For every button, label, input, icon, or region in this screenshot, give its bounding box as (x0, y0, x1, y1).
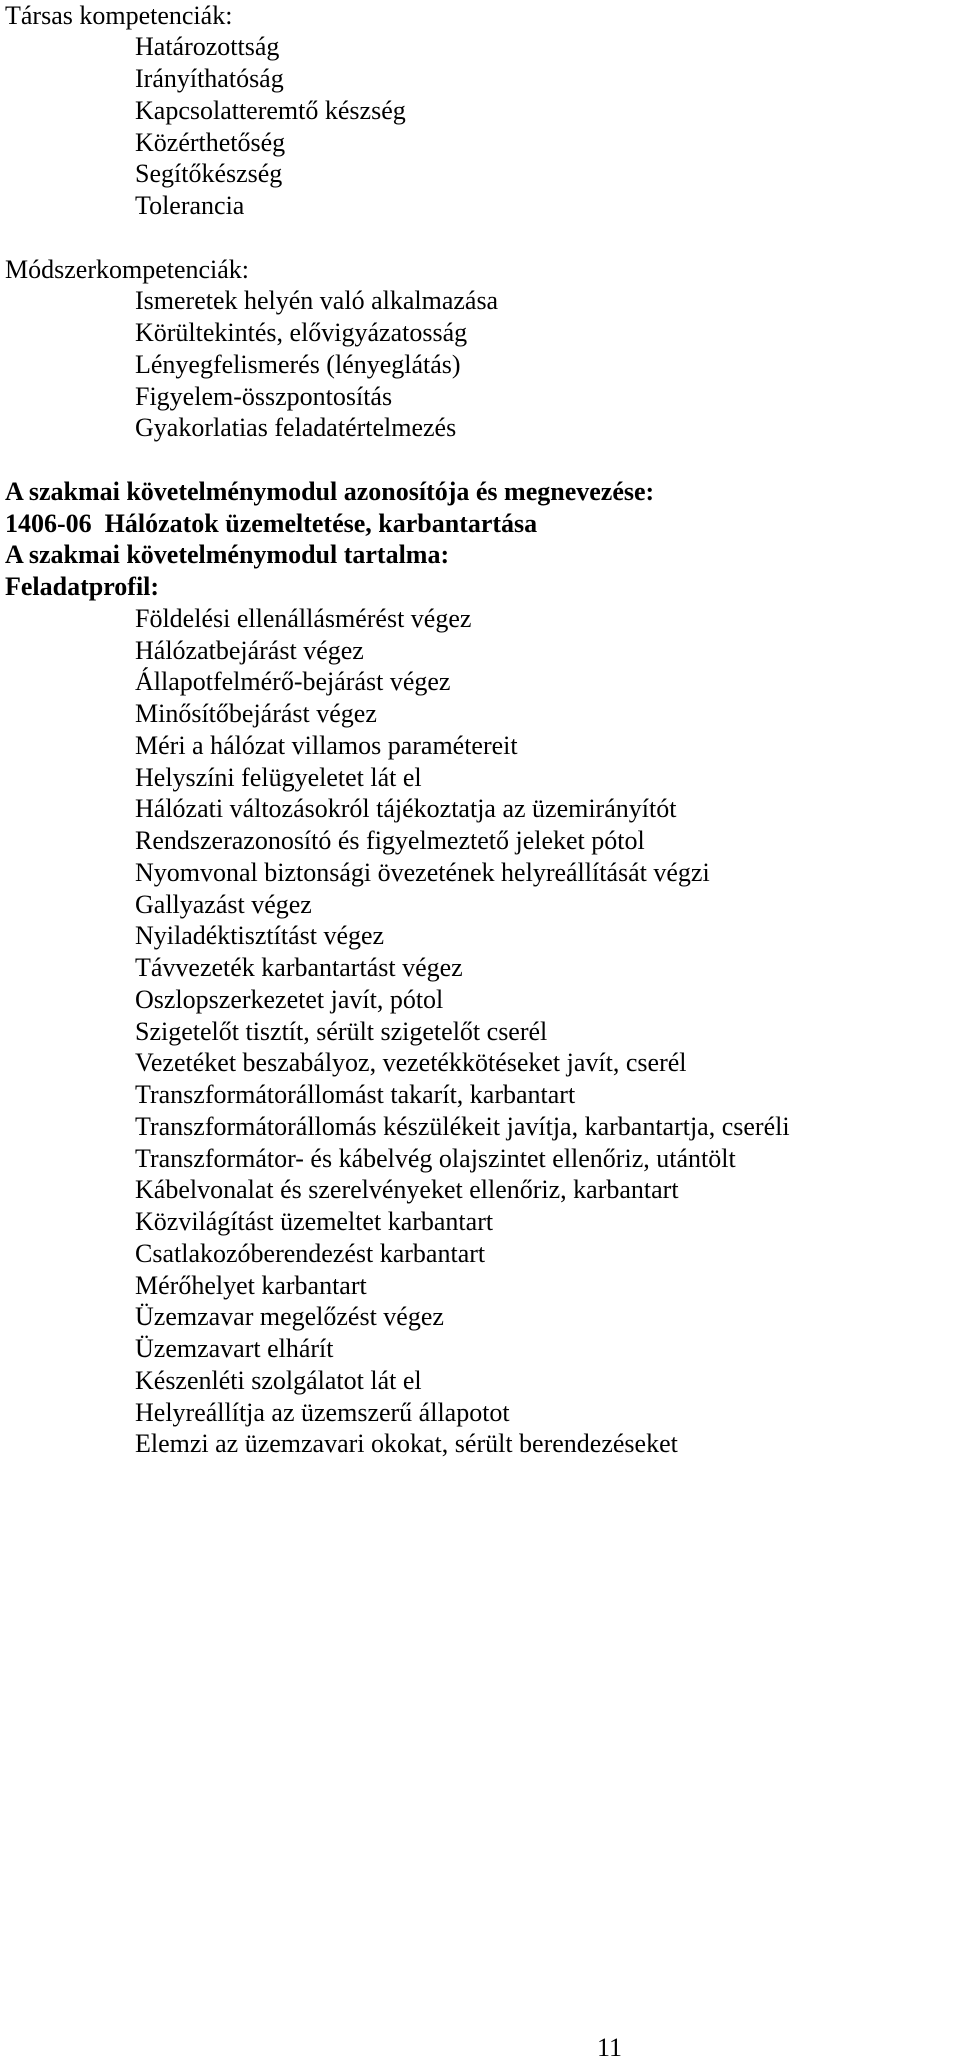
module-id-heading: A szakmai követelménymodul azonosítója és megnevezése: (5, 477, 655, 506)
list-item: Ismeretek helyén való alkalmazása (135, 286, 499, 315)
task-profile-heading: Feladatprofil: (5, 572, 160, 601)
list-item: Kapcsolatteremtő készség (135, 96, 406, 125)
list-item: Lényegfelismerés (lényeglátás) (135, 350, 461, 379)
task-item: Transzformátor- és kábelvég olajszintet ellenőriz, utántölt (135, 1144, 736, 1173)
task-item: Közvilágítást üzemeltet karbantart (135, 1207, 494, 1236)
list-item: Figyelem-összpontosítás (135, 382, 393, 411)
list-item: Körültekintés, elővigyázatosság (135, 318, 468, 347)
page-number: 11 (597, 2033, 623, 2062)
social-competencies-heading: Társas kompetenciák: (5, 1, 233, 30)
task-item: Mérőhelyet karbantart (135, 1271, 367, 1300)
list-item: Gyakorlatias feladatértelmezés (135, 413, 457, 442)
task-item: Transzformátorállomás készülékeit javítja, karbantartja, cseréli (135, 1112, 790, 1141)
task-item: Vezetéket beszabályoz, vezetékkötéseket javít, cserél (135, 1048, 687, 1077)
task-item: Rendszerazonosító és figyelmeztető jeleket pótol (135, 826, 645, 855)
list-item: Tolerancia (135, 191, 245, 220)
task-item: Nyiladéktisztítást végez (135, 921, 385, 950)
module-content-heading: A szakmai követelménymodul tartalma: (5, 540, 450, 569)
list-item: Segítőkészség (135, 159, 283, 188)
task-item: Állapotfelmérő-bejárást végez (135, 667, 451, 696)
task-item: Helyszíni felügyeletet lát el (135, 763, 422, 792)
module-id-value: 1406-06 Hálózatok üzemeltetése, karbantartása (5, 509, 538, 538)
task-item: Nyomvonal biztonsági övezetének helyreállítását végzi (135, 858, 710, 887)
task-item: Helyreállítja az üzemszerű állapotot (135, 1398, 510, 1427)
task-item: Készenléti szolgálatot lát el (135, 1366, 422, 1395)
task-item: Földelési ellenállásmérést végez (135, 604, 472, 633)
task-item: Minősítőbejárást végez (135, 699, 377, 728)
task-item: Gallyazást végez (135, 890, 312, 919)
task-item: Üzemzavart elhárít (135, 1334, 334, 1363)
task-item: Kábelvonalat és szerelvényeket ellenőriz, karbantart (135, 1175, 679, 1204)
list-item: Közérthetőség (135, 128, 286, 157)
task-item: Hálózatbejárást végez (135, 636, 364, 665)
task-item: Méri a hálózat villamos paramétereit (135, 731, 518, 760)
task-item: Üzemzavar megelőzést végez (135, 1302, 444, 1331)
task-item: Szigetelőt tisztít, sérült szigetelőt cserél (135, 1017, 548, 1046)
list-item: Irányíthatóság (135, 64, 284, 93)
task-item: Transzformátorállomást takarít, karbantart (135, 1080, 576, 1109)
task-item: Oszlopszerkezetet javít, pótol (135, 985, 444, 1014)
task-item: Elemzi az üzemzavari okokat, sérült berendezéseket (135, 1429, 678, 1458)
task-item: Távvezeték karbantartást végez (135, 953, 463, 982)
task-item: Hálózati változásokról tájékoztatja az üzemirányítót (135, 794, 677, 823)
method-competencies-heading: Módszerkompetenciák: (5, 255, 250, 284)
list-item: Határozottság (135, 32, 280, 61)
task-item: Csatlakozóberendezést karbantart (135, 1239, 486, 1268)
